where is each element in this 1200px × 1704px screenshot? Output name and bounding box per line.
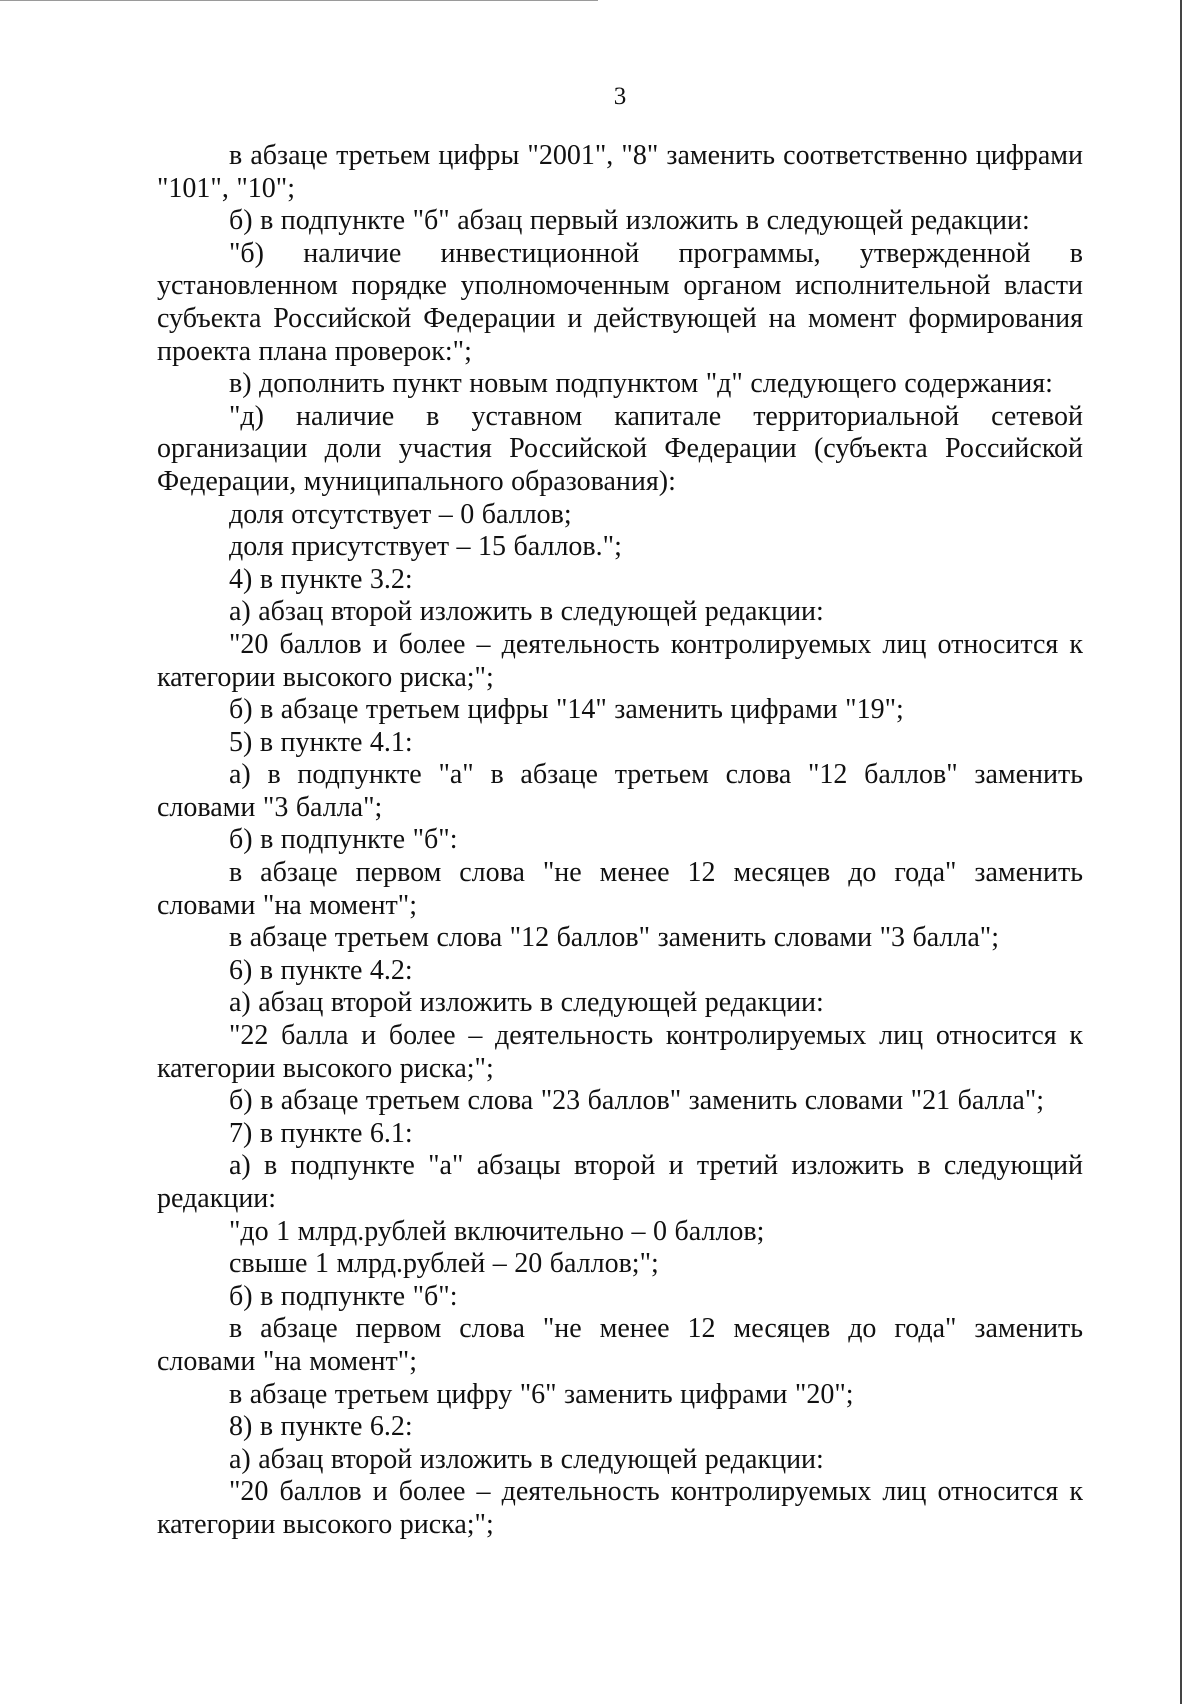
paragraph: б) в подпункте "б": [229, 824, 458, 856]
paragraph: в) дополнить пункт новым подпунктом "д" следующего содержания: [229, 368, 1053, 400]
paragraph: б) в подпункте "б": [229, 1280, 458, 1312]
paragraph: свыше 1 млрд.рублей – 20 баллов;"; [229, 1248, 659, 1280]
paragraph: а) абзац второй изложить в следующей редакции: [229, 596, 824, 628]
paragraph: "б) наличие инвестиционной программы, утвержденной в установленном порядке уполномоченным органом исполнительной власти субъекта Российской Федерации и действующей на момент формирования проекта плана проверок:"; [157, 237, 1083, 367]
paragraph: "20 баллов и более – деятельность контролируемых лиц относится к категории высокого риска;"; [157, 1476, 1083, 1540]
paragraph: "22 балла и более – деятельность контролируемых лиц относится к категории высокого риска;"; [157, 1020, 1083, 1084]
paragraph: 6) в пункте 4.2: [229, 954, 413, 986]
scan-top-edge-line [0, 0, 598, 1]
paragraph: а) абзац второй изложить в следующей редакции: [229, 1443, 824, 1475]
paragraph: а) абзац второй изложить в следующей редакции: [229, 987, 824, 1019]
paragraph: в абзаце третьем цифры "2001", "8" заменить соответственно цифрами "101", "10"; [157, 140, 1083, 204]
paragraph: б) в подпункте "б" абзац первый изложить в следующей редакции: [229, 205, 1030, 237]
paragraph: б) в абзаце третьем слова "23 баллов" заменить словами "21 балла"; [229, 1085, 1045, 1117]
paragraph: доля присутствует – 15 баллов."; [229, 531, 622, 563]
page-number: 3 [613, 83, 627, 110]
paragraph: а) в подпункте "а" абзацы второй и третий изложить в следующий редакции: [157, 1150, 1083, 1214]
paragraph: 8) в пункте 6.2: [229, 1411, 413, 1443]
paragraph: б) в абзаце третьем цифры "14" заменить цифрами "19"; [229, 694, 904, 726]
paragraph: в абзаце третьем цифру "6" заменить цифрами "20"; [229, 1378, 854, 1410]
paragraph: доля отсутствует – 0 баллов; [229, 498, 572, 530]
paragraph: "до 1 млрд.рублей включительно – 0 баллов; [229, 1215, 765, 1247]
paragraph: "20 баллов и более – деятельность контролируемых лиц относится к категории высокого риска;"; [157, 628, 1083, 693]
paragraph: в абзаце первом слова "не менее 12 месяцев до года" заменить словами "на момент"; [157, 857, 1083, 921]
paragraph: в абзаце первом слова "не менее 12 месяцев до года" заменить словами "на момент"; [157, 1313, 1083, 1377]
paragraph: "д) наличие в уставном капитале территориальной сетевой организации доли участия Российской Федерации (субъекта Российской Федерации, муниципального образования): [157, 400, 1083, 497]
paragraph: в абзаце третьем слова "12 баллов" заменить словами "3 балла"; [229, 922, 1000, 954]
document-body [157, 140, 1083, 1542]
paragraph: 4) в пункте 3.2: [229, 563, 413, 595]
paragraph: а) в подпункте "а" в абзаце третьем слова "12 баллов" заменить словами "3 балла"; [157, 759, 1083, 823]
paragraph: 5) в пункте 4.1: [229, 726, 413, 758]
paragraph: 7) в пункте 6.1: [229, 1117, 413, 1149]
scan-right-edge-line [1180, 0, 1182, 1704]
